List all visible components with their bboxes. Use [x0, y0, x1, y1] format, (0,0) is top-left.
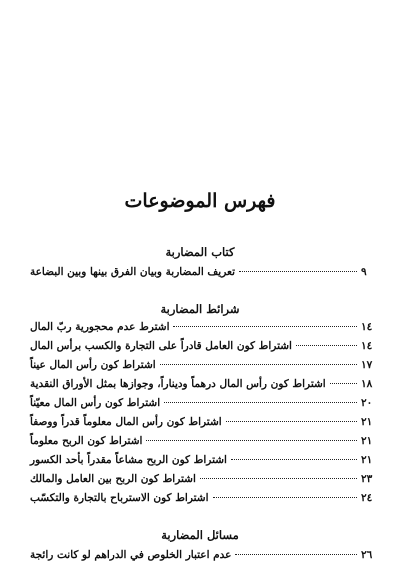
- leader-dots: [239, 271, 357, 272]
- toc-entry[interactable]: [30, 378, 375, 394]
- entry-page-number: ٢٦: [361, 549, 373, 561]
- entry-title: اشتراط كون الربح بين العامل والمالك: [30, 473, 196, 485]
- entry-title: اشترط عدم محجورية ربّ المال: [30, 321, 170, 333]
- entry-title: اشتراط كون رأس المال عيناً: [30, 359, 156, 371]
- entry-title: اشتراط كون رأس المال درهماً وديناراً، وجوازها بمثل الأوراق النقدية: [30, 378, 326, 390]
- leader-dots: [235, 554, 357, 555]
- section-heading: شرائط المضاربة: [160, 302, 240, 316]
- toc-entry[interactable]: [30, 416, 375, 432]
- entry-page-number: ٢١: [361, 454, 373, 466]
- leader-dots: [226, 421, 357, 422]
- leader-dots: [160, 364, 357, 365]
- toc-entry[interactable]: [30, 266, 375, 282]
- toc-entry[interactable]: [30, 492, 375, 508]
- entry-page-number: ٩: [361, 266, 367, 278]
- entry-page-number: ٢٠: [361, 397, 373, 409]
- toc-entry[interactable]: [30, 435, 375, 451]
- leader-dots: [146, 440, 357, 441]
- toc-entry[interactable]: [30, 321, 375, 337]
- section-heading: مسائل المضاربة: [161, 528, 239, 542]
- entry-page-number: ٢١: [361, 435, 373, 447]
- leader-dots: [200, 478, 357, 479]
- toc-entry[interactable]: [30, 549, 375, 565]
- entry-title: اشتراط كون الربح مشاعاً مقدراً بأحد الكسور: [30, 454, 227, 466]
- entry-title: اشتراط كون العامل قادراً على التجارة والكسب برأس المال: [30, 340, 292, 352]
- section-heading: كتاب المضاربة: [165, 245, 235, 259]
- entry-title: اشتراط كون الربح معلوماً: [30, 435, 143, 447]
- entry-page-number: ٢١: [361, 416, 373, 428]
- toc-entry[interactable]: [30, 397, 375, 413]
- entry-page-number: ١٨: [361, 378, 373, 390]
- entry-title: اشتراط كون الاسترباح بالتجارة والتكسّب: [30, 492, 209, 504]
- toc-entry[interactable]: [30, 340, 375, 356]
- toc-entry[interactable]: [30, 359, 375, 375]
- toc-entry[interactable]: [30, 454, 375, 470]
- leader-dots: [164, 402, 357, 403]
- leader-dots: [296, 345, 357, 346]
- entry-page-number: ١٤: [361, 340, 373, 352]
- entry-page-number: ٢٤: [361, 492, 373, 504]
- leader-dots: [173, 326, 357, 327]
- entry-title: اشتراط كون رأس المال معلوماً قدراً ووصفاً: [30, 416, 222, 428]
- entry-title: اشتراط كون رأس المال معيّناً: [30, 397, 161, 409]
- entry-title: تعريف المضاربة وبيان الفرق بينها وبين البضاعة: [30, 266, 235, 278]
- entry-page-number: ١٤: [361, 321, 373, 333]
- toc-entry[interactable]: [30, 473, 375, 489]
- page-title: فهرس الموضوعات: [124, 190, 276, 212]
- leader-dots: [231, 459, 357, 460]
- entry-page-number: ١٧: [361, 359, 373, 371]
- leader-dots: [330, 383, 357, 384]
- entry-page-number: ٢٣: [361, 473, 373, 485]
- leader-dots: [213, 497, 358, 498]
- entry-title: عدم اعتبار الخلوص في الدراهم لو كانت رائجة: [30, 549, 232, 561]
